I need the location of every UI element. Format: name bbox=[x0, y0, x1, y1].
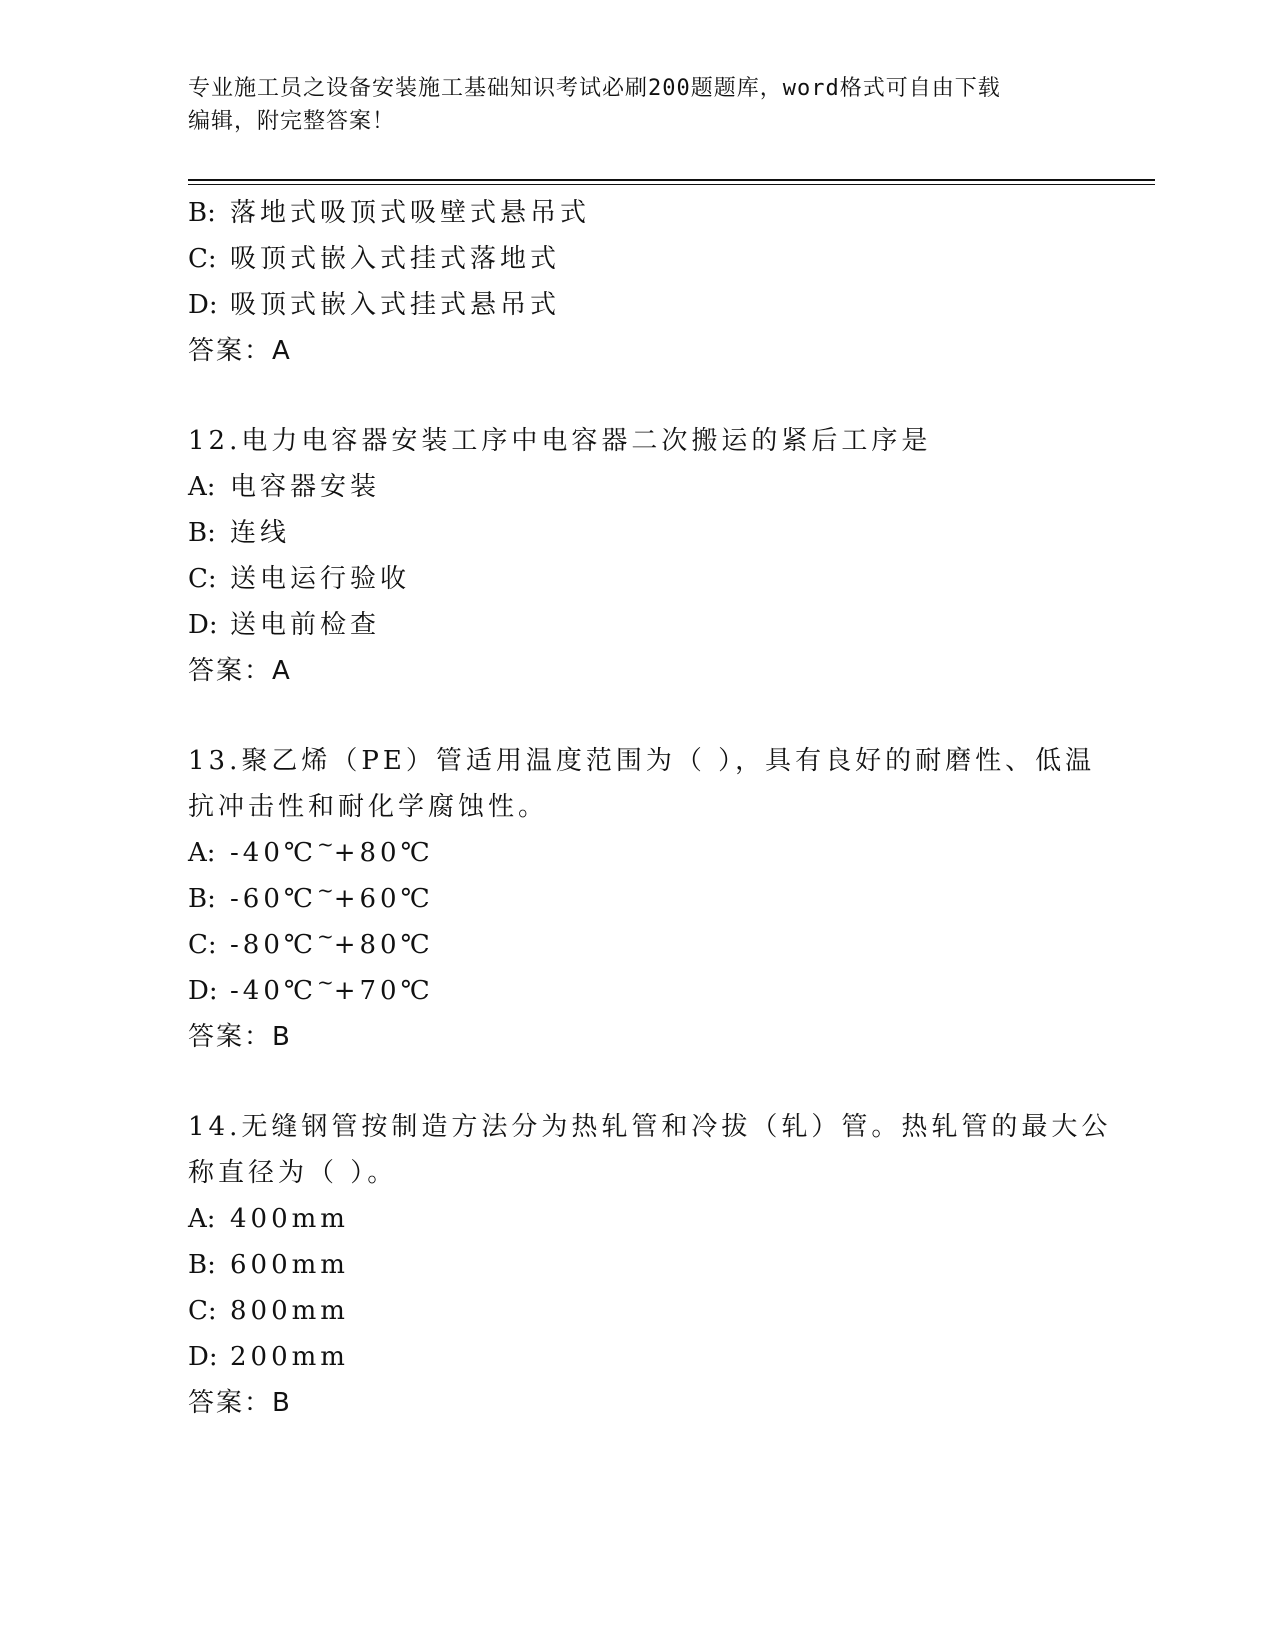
option-label: D: bbox=[188, 610, 218, 640]
option-a bbox=[188, 1196, 1088, 1242]
option-text: 电容器安装 bbox=[230, 472, 381, 502]
tilde-symbol: ~ bbox=[316, 924, 334, 948]
option-b bbox=[188, 1242, 1088, 1288]
option-text: 200mm bbox=[230, 1342, 349, 1372]
option-label: A: bbox=[188, 838, 216, 868]
question-12 bbox=[188, 418, 1088, 694]
option-label: D: bbox=[188, 976, 218, 1006]
option-c bbox=[188, 236, 1088, 282]
option-a bbox=[188, 464, 1088, 510]
option-a bbox=[188, 830, 1088, 876]
option-label: D: bbox=[188, 1342, 218, 1372]
question-stem-line-1: 13.聚乙烯（PE）管适用温度范围为（ ），具有良好的耐磨性、低温 bbox=[188, 746, 1096, 776]
question-stem-line-2: 抗冲击性和耐化学腐蚀性。 bbox=[188, 792, 549, 822]
question-stem: 12.电力电容器安装工序中电容器二次搬运的紧后工序是 bbox=[188, 426, 932, 456]
header-divider-thin bbox=[188, 184, 1155, 185]
answer-line: 答案：B bbox=[188, 1388, 292, 1418]
question-14 bbox=[188, 1104, 1112, 1426]
option-b bbox=[188, 876, 1088, 922]
option-label: B: bbox=[188, 518, 216, 548]
option-text: 送电前检查 bbox=[230, 610, 381, 640]
option-low-temp: -80℃ bbox=[230, 930, 317, 960]
option-label: A: bbox=[188, 472, 216, 502]
tilde-symbol: ~ bbox=[316, 832, 334, 856]
option-text: 吸顶式嵌入式挂式落地式 bbox=[230, 244, 561, 274]
option-label: A: bbox=[188, 1204, 216, 1234]
option-d bbox=[188, 968, 1088, 1014]
option-b bbox=[188, 190, 1088, 236]
question-stem-line-1: 14.无缝钢管按制造方法分为热轧管和冷拔（轧）管。热轧管的最大公 bbox=[188, 1112, 1112, 1142]
option-high-temp: +80℃ bbox=[333, 838, 434, 868]
option-label: C: bbox=[188, 244, 217, 274]
question-stem-line-2: 称直径为（ ）。 bbox=[188, 1158, 398, 1188]
header-title-line-1: 专业施工员之设备安装施工基础知识考试必刷200题题库，word格式可自由下载 bbox=[188, 76, 1001, 101]
question-11-tail bbox=[188, 190, 1088, 374]
option-text: 送电运行验收 bbox=[230, 564, 411, 594]
option-label: D: bbox=[188, 290, 218, 320]
option-low-temp: -60℃ bbox=[230, 884, 317, 914]
option-text: 600mm bbox=[230, 1250, 349, 1280]
answer-line: 答案：A bbox=[188, 656, 292, 686]
header-title-line-2: 编辑，附完整答案！ bbox=[188, 109, 396, 134]
option-label: C: bbox=[188, 930, 217, 960]
option-low-temp: -40℃ bbox=[230, 976, 317, 1006]
option-d bbox=[188, 282, 1088, 328]
option-text: 落地式吸顶式吸壁式悬吊式 bbox=[230, 198, 591, 228]
option-low-temp: -40℃ bbox=[230, 838, 317, 868]
option-d bbox=[188, 1334, 1088, 1380]
option-c bbox=[188, 1288, 1088, 1334]
option-label: B: bbox=[188, 884, 216, 914]
option-b bbox=[188, 510, 1088, 556]
option-label: C: bbox=[188, 564, 217, 594]
document-header bbox=[188, 72, 1068, 138]
option-label: C: bbox=[188, 1296, 217, 1326]
question-13 bbox=[188, 738, 1096, 1060]
option-text: 400mm bbox=[230, 1204, 349, 1234]
option-label: B: bbox=[188, 1250, 216, 1280]
tilde-symbol: ~ bbox=[316, 970, 334, 994]
option-text: 800mm bbox=[230, 1296, 349, 1326]
answer-line: 答案：A bbox=[188, 336, 292, 366]
option-text: 连线 bbox=[230, 518, 291, 548]
answer-line: 答案：B bbox=[188, 1022, 292, 1052]
option-text: 吸顶式嵌入式挂式悬吊式 bbox=[230, 290, 561, 320]
option-c bbox=[188, 922, 1088, 968]
tilde-symbol: ~ bbox=[316, 878, 334, 902]
option-c bbox=[188, 556, 1088, 602]
option-high-temp: +80℃ bbox=[333, 930, 434, 960]
header-divider-thick bbox=[188, 179, 1155, 181]
question-list bbox=[188, 190, 1112, 1426]
option-high-temp: +70℃ bbox=[333, 976, 434, 1006]
option-label: B: bbox=[188, 198, 216, 228]
option-high-temp: +60℃ bbox=[333, 884, 434, 914]
option-d bbox=[188, 602, 1088, 648]
